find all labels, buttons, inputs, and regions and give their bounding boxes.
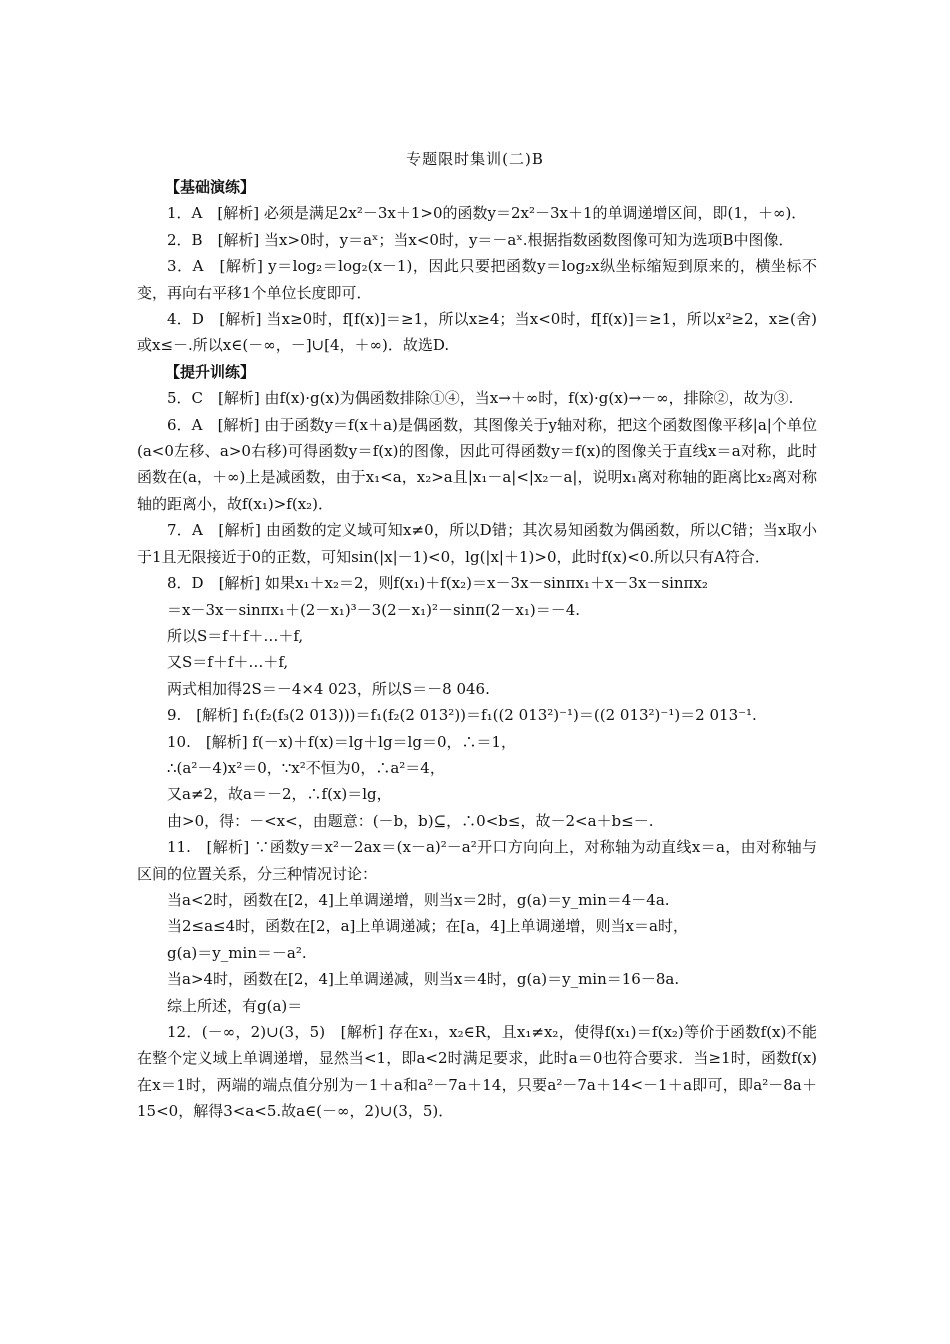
answer-8-line-5: 两式相加得2S＝－4×4 023，所以S＝－8 046.: [167, 679, 490, 698]
answer-10-line-4: 由>0，得：－<x<，由题意：(－b，b)⊆，∴0<b≤，故－2<a＋b≤－.: [167, 811, 654, 830]
answer-11-line-3: 当2≤a≤4时，函数在[2，a]上单调递减；在[a，4]上单调递增，则当x＝a时，: [167, 917, 688, 936]
answer-3: 3．A [解析] y＝log₂＝log₂(x－1)，因此只要把函数y＝log₂x纵坐标缩短到原来的，横坐标不变，再向右平移1个单位长度即可．: [137, 257, 817, 302]
answer-8-line-2: ＝x－3x－sinπx₁＋(2－x₁)³－3(2－x₁)²－sinπ(2－x₁)＝－4.: [167, 600, 581, 619]
answer-11-line-6: 综上所述，有g(a)＝: [167, 996, 303, 1015]
answer-6: 6．A [解析] 由于函数y＝f(x＋a)是偶函数，其图像关于y轴对称，把这个函数图像平移|a|个单位(a<0左移、a>0右移)可得函数y＝f(x)的图像，因此可得函数y＝f(x)的图像关于直线x＝a对称，此时函数在(a，＋∞)上是减函数，由于x₁<a，x₂>a且|x₁－a|<|x₂－a|，说明x₁离对称轴的距离比x₂离对称轴的距离小，故f(x₁)>f(x₂)．: [137, 415, 817, 513]
answer-1: 1．A [解析] 必须是满足2x²－3x＋1>0的函数y＝2x²－3x＋1的单调递增区间，即(1，＋∞)．: [167, 204, 807, 223]
section-heading-advanced: 【提升训练】: [165, 362, 256, 381]
answer-4: 4．D [解析] 当x≥0时，f[f(x)]＝≥1，所以x≥4；当x<0时，f[f(x)]＝≥1，所以x²≥2，x≥(舍)或x≤－.所以x∈(－∞，－]∪[4，＋∞)．故选D.: [137, 310, 817, 355]
answer-12: 12．(－∞，2)∪(3，5) [解析] 存在x₁，x₂∈R，且x₁≠x₂，使得f(x₁)＝f(x₂)等价于函数f(x)不能在整个定义域上单调递增，显然当<1，即a<2时满足要求，此时a＝0也符合要求．当≥1时，函数f(x)在x＝1时，两端的端点值分别为－1＋a和a²－7a＋14，只要a²－7a＋14<－1＋a即可，即a²－8a＋15<0，解得3<a<5.故a∈(－∞，2)∪(3，5)．: [137, 1023, 817, 1121]
answer-10-line-3: 又a≠2，故a＝－2，∴f(x)＝lg，: [167, 785, 392, 804]
section-heading-basic: 【基础演练】: [165, 178, 256, 196]
answer-11-line-2: 当a<2时，函数在[2，4]上单调递增，则当x＝2时，g(a)＝y_min＝4－4a.: [167, 890, 670, 909]
answer-8-line-1: 8．D [解析] 如果x₁＋x₂＝2，则f(x₁)＋f(x₂)＝x－3x－sinπx₁＋x－3x－sinπx₂: [167, 574, 708, 593]
answer-11-line-1: 11. [解析] ∵函数y＝x²－2ax＝(x－a)²－a²开口方向向上，对称轴为动直线x＝a，由对称轴与区间的位置关系，分三种情况讨论：: [137, 838, 817, 883]
answer-8-line-3: 所以S＝f＋f＋…＋f,: [167, 626, 304, 645]
answer-2: 2．B [解析] 当x>0时，y＝aˣ；当x<0时，y＝－aˣ.根据指数函数图像可知为选项B中图像．: [167, 230, 794, 249]
answer-5: 5．C [解析] 由f(x)·g(x)为偶函数排除①④，当x→＋∞时，f(x)·g(x)→－∞，排除②，故为③.: [167, 389, 794, 408]
answer-7: 7．A [解析] 由函数的定义域可知x≠0，所以D错；其次易知函数为偶函数，所以C错；当x取小于1且无限接近于0的正数，可知sin(|x|－1)<0，lg(|x|＋1)>0，此时f(x)<0.所以只有A符合．: [137, 521, 817, 566]
answer-10-line-1: 10. [解析] f(－x)＋f(x)＝lg＋lg＝lg＝0，∴＝1，: [167, 732, 517, 751]
answer-11-line-4: g(a)＝y_min＝－a².: [167, 943, 307, 962]
document-body: [137, 174, 817, 1125]
answer-11-line-5: 当a>4时，函数在[2，4]上单调递减，则当x＝4时，g(a)＝y_min＝16－8a.: [167, 970, 680, 989]
answer-10-line-2: ∴(a²－4)x²＝0，∵x²不恒为0，∴a²＝4，: [167, 758, 445, 777]
page-title: 专题限时集训(二)B: [406, 150, 544, 168]
answer-8-line-4: 又S＝f＋f＋…＋f,: [167, 653, 289, 672]
answer-9: 9. [解析] f₁(f₂(f₃(2 013)))＝f₁(f₂(2 013²))＝f₁((2 013²)⁻¹)＝((2 013²)⁻¹)＝2 013⁻¹.: [167, 706, 757, 725]
